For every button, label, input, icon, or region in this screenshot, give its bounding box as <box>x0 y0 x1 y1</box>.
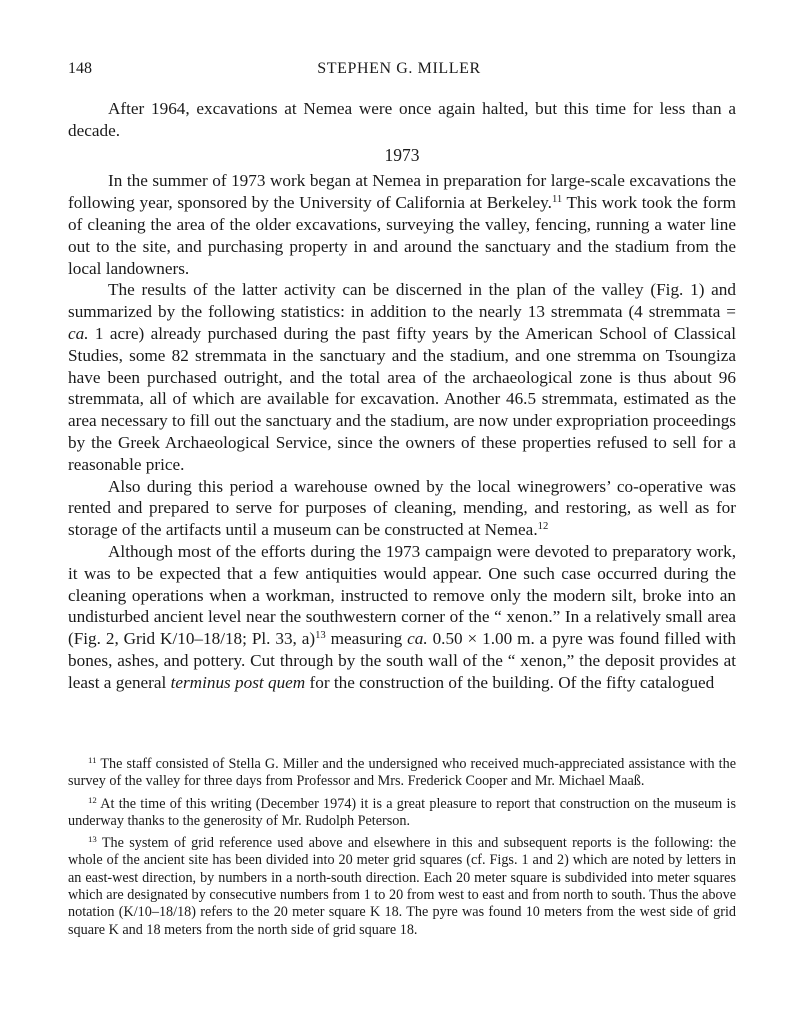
footnote-ref-11: 11 <box>551 194 563 206</box>
body-text <box>68 98 736 694</box>
footnote-text-12: At the time of this writing (December 1974) it is a great pleasure to report that construction on the museum is underway thanks to the generosity of Mr. Rudolph Peterson. <box>68 795 736 829</box>
paragraph-1 <box>68 170 736 279</box>
paragraph-4-d: for the construction of the building. Of the fifty catalogued <box>305 672 715 692</box>
paragraph-intro: After 1964, excavations at Nemea were once again halted, but this time for less than a decade. <box>68 99 736 140</box>
paragraph-4-a: Although most of the efforts during the 1973 campaign were devoted to preparatory work, it was to be expected that a few antiquities would appear. One such case occurred during the cleaning operations when a workman, instructed to remove only the modern silt, broke into an undisturbed ancient level near the southwestern corner of the “ xenon.” In a relatively small area (Fig. 2, Grid K/10–18/18; Pl. 33, a) <box>68 541 736 649</box>
footnote-ref-13: 13 <box>315 630 326 642</box>
paragraph-3-text: Also during this period a warehouse owned by the local winegrowers’ co-operative was rented and prepared to serve for purposes of cleaning, mending, and restoring, as well as for storage of the artifacts until a museum can be constructed at Nemea. <box>68 476 736 540</box>
footnote-ref-12: 12 <box>537 521 549 533</box>
running-title: STEPHEN G. MILLER <box>317 60 481 77</box>
footnote-text-13: The system of grid reference used above and elsewhere in this and subsequent reports is the following: the whole of the ancient site has been divided into 20 meter grid squares (cf. Figs. 1 and 2) which are noted by letters in an east-west direction, by numbers in a north-south direction. Each 20 meter square is subdivided into meter squares which are designated by consecutive numbers from 1 to 20 from west to east and from north to south. Thus the above notation (K/10–18/18) refers to the 20 meter square K 18. The pyre was found 10 meters from the west side of grid square K and 18 meters from the north side of grid square 18. <box>68 835 736 938</box>
footnote-12 <box>68 796 736 831</box>
paragraph-2 <box>68 279 736 475</box>
paragraph-2-ca: ca. <box>68 323 89 343</box>
paragraph-2-a: The results of the latter activity can be discerned in the plan of the valley (Fig. 1) and summarized by the following statistics: in addition to the nearly 13 stremmata (4 stremmata = <box>68 280 736 322</box>
footnote-number-13: 13 <box>88 834 97 845</box>
paragraph-4 <box>68 541 736 694</box>
section-heading: 1973 <box>384 144 420 165</box>
footnote-text-11: The staff consisted of Stella G. Miller and the undersigned who received much-appreciated assistance with the survey of the valley for three days from Professor and Mrs. Frederick Cooper and Mr. Michael Maaß. <box>68 756 736 790</box>
page-number: 148 <box>68 60 92 77</box>
footnote-11 <box>68 756 736 791</box>
footnotes <box>68 756 736 944</box>
footnote-number-12: 12 <box>88 794 97 805</box>
footnote-number-11: 11 <box>88 755 97 766</box>
paragraph-1-text: In the summer of 1973 work began at Nemea in preparation for large-scale excavations the following year, sponsored by the University of California at Berkeley. <box>68 171 736 213</box>
paragraph-3 <box>68 476 736 541</box>
running-head <box>68 60 730 82</box>
paragraph-4-terminus: terminus post quem <box>170 672 306 692</box>
paragraph-4-c: 0.50 × 1.00 m. a pyre was found filled with bones, ashes, and pottery. Cut through by the south wall of the “ xenon,” the deposit provides at least a general <box>68 629 736 692</box>
paragraph-4-ca: ca. <box>407 629 428 649</box>
footnote-13 <box>68 835 736 939</box>
paragraph-1-rest: This work took the form of cleaning the area of the older excavations, surveying the valley, fencing, running a water line out to the site, and purchasing property in and around the sanctuary and the stadium from the local landowners. <box>68 193 736 278</box>
paragraph-4-b: measuring <box>325 629 408 649</box>
paragraph-2-b: 1 acre) already purchased during the past fifty years by the American School of Classical Studies, some 82 stremmata in the sanctuary and the stadium, and one stremma on Tsoungiza have been purchased outright, and the total area of the archaeological zone is thus about 96 stremmata, all of which are available for excavation. Another 46.5 stremmata, estimated as the area necessary to fill out the sanctuary and the stadium, are now under expropriation proceedings by the Greek Archaeological Service, since the owners of these properties refused to sell for a reasonable price. <box>68 323 736 474</box>
